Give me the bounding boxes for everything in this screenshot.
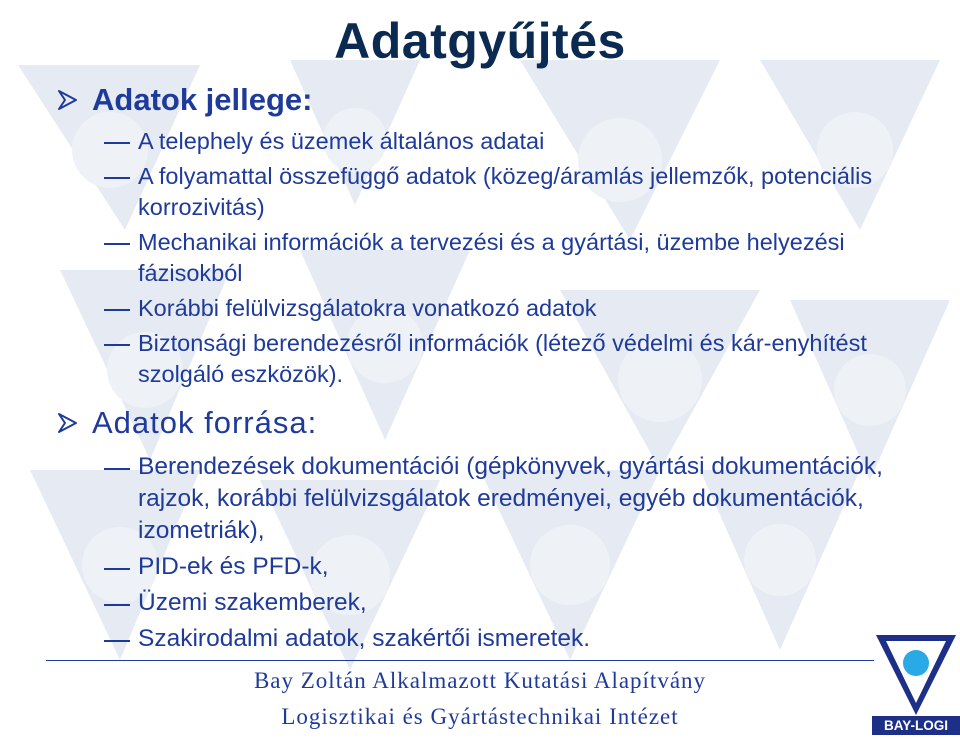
list-item [56, 126, 938, 157]
list-item-text: Biztonsági berendezésről információk (létező védelmi és kár-enyhítést szolgáló eszközök). [138, 330, 867, 387]
dash-icon [104, 142, 130, 144]
list-item-text: PID-ek és PFD-k, [138, 553, 329, 580]
logo-label: BAY-LOGI [872, 716, 960, 735]
list-item [56, 227, 928, 289]
arrow-bullet-icon [56, 412, 78, 434]
dash-icon [104, 309, 130, 311]
dash-icon [104, 604, 130, 606]
page-title: Adatgyűjtés [334, 13, 626, 69]
bullet-list [56, 126, 938, 390]
section-heading [56, 405, 958, 441]
dash-icon [104, 468, 130, 470]
list-item-text: Mechanikai információk a tervezési és a gyártási, üzembe helyezési fázisokból [138, 229, 845, 286]
dash-icon [104, 568, 130, 570]
section-heading [56, 82, 938, 118]
list-item [56, 587, 958, 619]
arrow-bullet-icon [56, 89, 78, 111]
bullet-list [56, 451, 958, 655]
list-item-text: Szakirodalmi adatok, szakértői ismeretek. [138, 625, 591, 652]
list-item [56, 293, 938, 324]
logo-triangle-icon [872, 633, 960, 717]
dash-icon [104, 243, 130, 245]
dash-icon [104, 177, 130, 179]
footer-foundation: Bay Zoltán Alkalmazott Kutatási Alapítvány [253, 668, 707, 693]
list-item [56, 328, 938, 390]
section-heading-label: Adatok jellege: [92, 82, 313, 117]
list-item [56, 161, 898, 223]
list-item [56, 451, 958, 547]
list-item-text: A folyamattal összefüggő adatok (közeg/áramlás jellemzők, potenciális korrozivitás) [138, 163, 873, 220]
dash-icon [104, 344, 130, 346]
list-item-text: Korábbi felülvizsgálatokra vonatkozó adatok [138, 295, 597, 321]
section-data-nature [56, 82, 938, 394]
footer-divider [46, 660, 874, 661]
list-item-text: A telephely és üzemek általános adatai [138, 128, 545, 154]
list-item [56, 551, 958, 583]
dash-icon [104, 640, 130, 642]
section-heading-label: Adatok forrása: [92, 405, 318, 440]
footer-institute: Logisztikai és Gyártástechnikai Intézet [281, 704, 679, 729]
bay-logi-logo [872, 633, 960, 737]
list-item-text: Üzemi szakemberek, [138, 589, 367, 616]
section-data-sources [56, 405, 958, 659]
list-item [56, 623, 958, 655]
list-item-text: Berendezések dokumentációi (gépkönyvek, gyártási dokumentációk, rajzok, korábbi felülvizsgálatok eredményei, egyéb dokumentációk, izometriák), [138, 453, 883, 544]
